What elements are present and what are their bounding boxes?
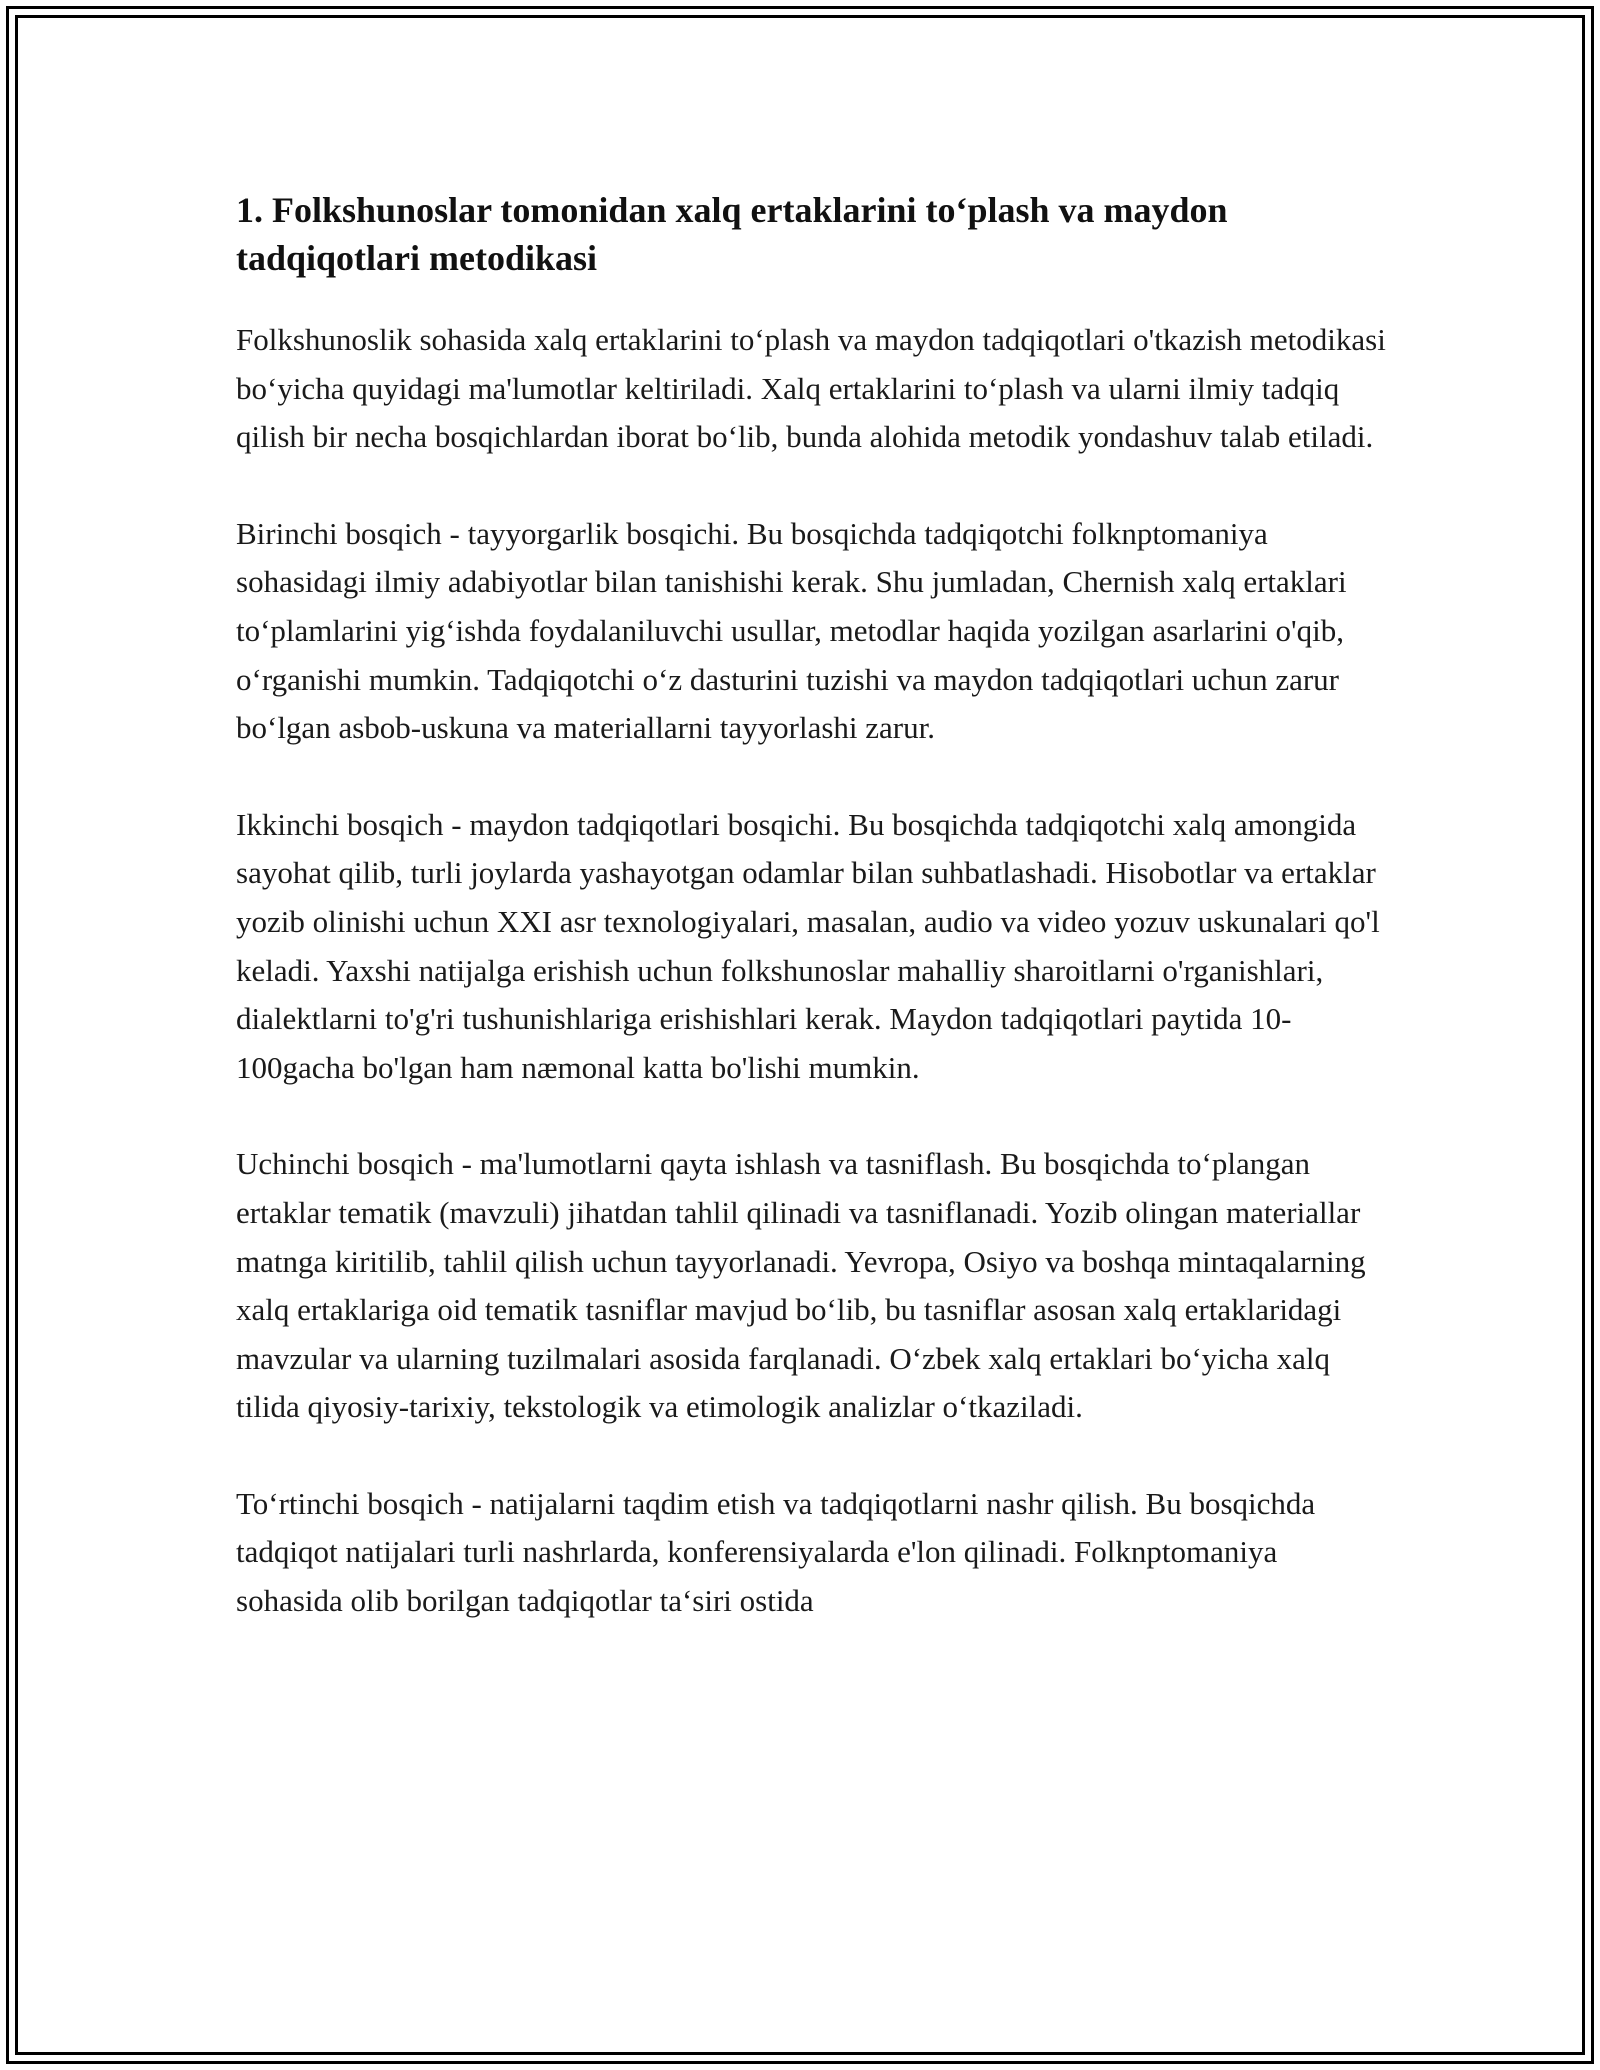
- paragraph-stage-3: Uchinchi bosqich - ma'lumotlarni qayta ishlash va tasniflash. Bu bosqichda to‘plangan ertaklar tematik (mavzuli) jihatdan tahlil qilinadi va tasniflanadi. Yozib olingan materiallar matnga kiritilib, tahlil qilish uchun tayyorlanadi. Yevropa, Osiyo va boshqa mintaqalarning xalq ertaklariga oid tematik tasniflar mavjud bo‘lib, bu tasniflar asosan xalq ertaklaridagi mavzular va ularning tuzilmalari asosida farqlanadi. O‘zbek xalq ertaklari bo‘yicha xalq tilida qiyosiy-tarixiy, tekstologik va etimologik analizlar o‘tkaziladi.: [236, 1146, 1366, 1425]
- paragraph-stage-1: Birinchi bosqich - tayyorgarlik bosqichi. Bu bosqichda tadqiqotchi folknptomaniya sohasidagi ilmiy adabiyotlar bilan tanishishi kerak. Shu jumladan, Chernish xalq ertaklari to‘plamlarini yig‘ishda foydalaniluvchi usullar, metodlar haqida yozilgan asarlarini o'qib, o‘rganishi mumkin. Tadqiqotchi o‘z dasturini tuzishi va maydon tadqiqotlari uchun zarur bo‘lgan asbob-uskuna va materiallarni tayyorlashi zarur.: [236, 515, 1347, 746]
- document-body: [236, 186, 1386, 1674]
- paragraph-intro: Folkshunoslik sohasida xalq ertaklarini to‘plash va maydon tadqiqotlari o'tkazish metodikasi bo‘yicha quyidagi ma'lumotlar keltiriladi. Xalq ertaklarini to‘plash va ularni ilmiy tadqiq qilish bir necha bosqichlardan iborat bo‘lib, bunda alohida metodik yondashuv talab etiladi.: [236, 322, 1386, 455]
- section-heading: 1. Folkshunoslar tomonidan xalq ertaklarini to‘plash va maydon tadqiqotlari metodikasi: [236, 190, 1228, 278]
- paragraph-stage-4: To‘rtinchi bosqich - natijalarni taqdim etish va tadqiqotlarni nashr qilish. Bu bosqichda tadqiqot natijalari turli nashrlarda, konferensiyalarda e'lon qilinadi. Folknptomaniya sohasida olib borilgan tadqiqotlar ta‘siri ostida: [236, 1485, 1316, 1619]
- paragraph-stage-2: Ikkinchi bosqich - maydon tadqiqotlari bosqichi. Bu bosqichda tadqiqotchi xalq amongida sayohat qilib, turli joylarda yashayotgan odamlar bilan suhbatlashadi. Hisobotlar va ertaklar yozib olinishi uchun XXI asr texnologiyalari, masalan, audio va video yozuv uskunalari qo'l keladi. Yaxshi natijalga erishish uchun folkshunoslar mahalliy sharoitlarni o'rganishlari, dialektlarni to'g'ri tushunishlariga erishishlari kerak. Maydon tadqiqotlari paytida 10-100gacha bo'lgan ham næmonal katta bo'lishi mumkin.: [236, 806, 1380, 1085]
